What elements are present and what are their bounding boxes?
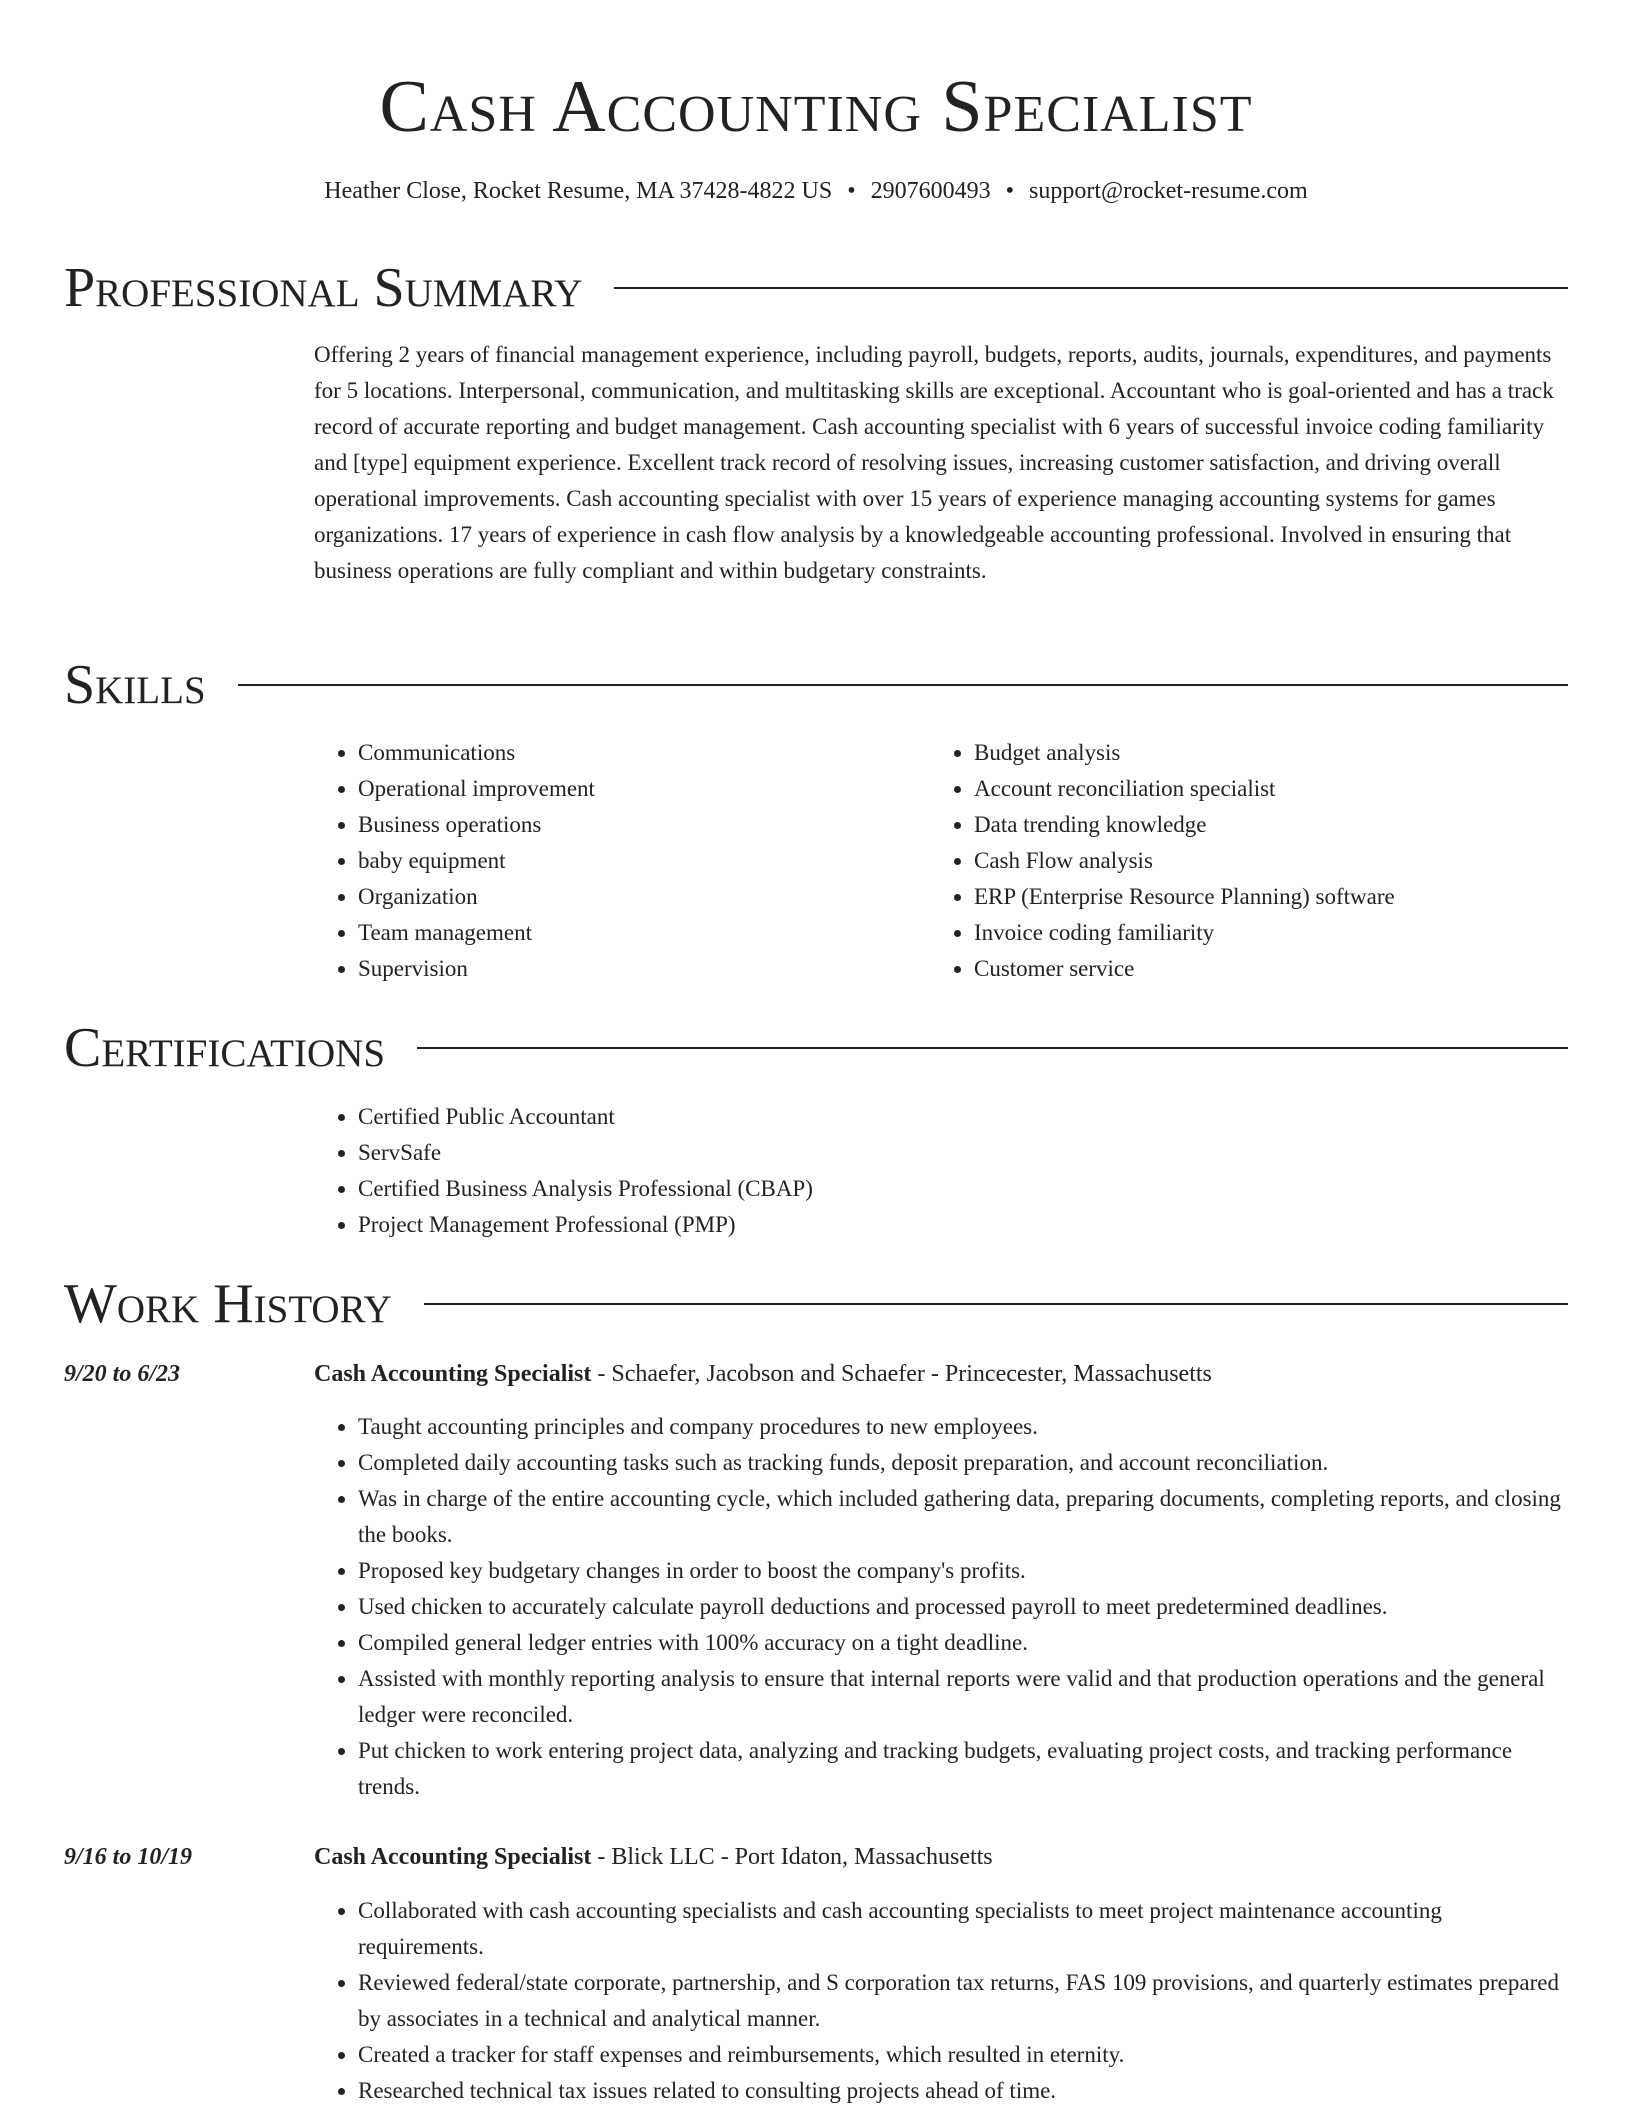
certifications-heading: Certifications	[64, 1017, 386, 1079]
contact-line	[0, 176, 1632, 206]
job-bullets-block	[314, 1409, 1568, 1805]
skills-column-right	[930, 735, 1546, 987]
section-divider	[417, 1047, 1568, 1049]
skill-item: • ERP (Enterprise Resource Planning) software	[974, 879, 1546, 915]
section-divider	[614, 287, 1568, 289]
skill-item: • Invoice coding familiarity	[974, 915, 1546, 951]
job-employer: - Blick LLC - Port Idaton, Massachusetts	[591, 1844, 993, 1870]
job-bullet: • Reviewed federal/state corporate, partnership, and S corporation tax returns, FAS 109 provisions, and quarterly estimates prepared by associates in a technical and analytical manner.	[358, 1965, 1568, 2037]
job-bullet: • Assisted with monthly reporting analysis to ensure that internal reports were valid and that production operations and the general ledger were reconciled.	[358, 1661, 1568, 1733]
job-dates: 9/16 to 10/19	[64, 1844, 193, 1870]
skill-item: • Communications	[358, 735, 930, 771]
job-bullet: • Created a tracker for staff expenses and reimbursements, which resulted in eternity.	[358, 2037, 1568, 2073]
skill-item: • baby equipment	[358, 843, 930, 879]
skills-list-left	[314, 735, 930, 987]
job-title-line	[314, 1839, 1568, 1875]
contact-phone: 2907600493	[870, 178, 991, 204]
certification-item: • Certified Public Accountant	[358, 1099, 1568, 1135]
job-bullets	[314, 1893, 1568, 2109]
work-history-heading: Work History	[64, 1273, 392, 1335]
contact-address: Heather Close, Rocket Resume, MA 37428-4822 US	[324, 178, 833, 204]
job-bullet: • Used chicken to accurately calculate payroll deductions and processed payroll to meet predetermined deadlines.	[358, 1589, 1568, 1625]
work-history-section-header	[64, 1274, 1568, 1334]
skill-item: • Supervision	[358, 951, 930, 987]
skills-columns	[314, 735, 1568, 987]
skill-item: • Cash Flow analysis	[974, 843, 1546, 879]
section-divider	[238, 684, 1568, 686]
summary-section-header	[64, 258, 1568, 318]
contact-email: support@rocket-resume.com	[1029, 178, 1308, 204]
skill-item: • Data trending knowledge	[974, 807, 1546, 843]
job-title: Cash Accounting Specialist	[314, 1844, 592, 1870]
job-bullet: • Completed daily accounting tasks such as tracking funds, deposit preparation, and account reconciliation.	[358, 1445, 1568, 1481]
contact-separator: •	[1005, 178, 1015, 204]
resume-title: Cash Accounting Specialist	[379, 66, 1253, 148]
summary-text: Offering 2 years of financial management experience, including payroll, budgets, reports, audits, journals, expenditures, and payments for 5 locations. Interpersonal, communication, and multitasking skills are exceptional. Accountant who is goal-oriented and has a track record of accurate reporting and budget management. Cash accounting specialist with 6 years of successful invoice coding familiarity and [type] equipment experience. Excellent track record of resolving issues, increasing customer satisfaction, and driving overall operational improvements. Cash accounting specialist with over 15 years of experience managing accounting systems for games organizations. 17 years of experience in cash flow analysis by a knowledgeable accounting professional. Involved in ensuring that business operations are fully compliant and within budgetary constraints.	[314, 342, 1554, 583]
job-bullets-block	[314, 1893, 1568, 2109]
job-bullet: • Taught accounting principles and company procedures to new employees.	[358, 1409, 1568, 1445]
skills-list-right	[930, 735, 1546, 987]
certification-item: • ServSafe	[358, 1135, 1568, 1171]
job-bullet: • Put chicken to work entering project data, analyzing and tracking budgets, evaluating project costs, and tracking performance trends.	[358, 1733, 1568, 1805]
job-bullet: • Was in charge of the entire accounting cycle, which included gathering data, preparing documents, completing reports, and closing the books.	[358, 1481, 1568, 1553]
skill-item: • Account reconciliation specialist	[974, 771, 1546, 807]
job-bullets	[314, 1409, 1568, 1805]
skill-item: • Customer service	[974, 951, 1546, 987]
certifications-block	[314, 1099, 1568, 1243]
skill-item: • Budget analysis	[974, 735, 1546, 771]
summary-heading: Professional Summary	[64, 257, 583, 319]
certifications-section-header	[64, 1018, 1568, 1078]
section-divider	[424, 1303, 1568, 1305]
certifications-list	[314, 1099, 1568, 1243]
job-employer: - Schaefer, Jacobson and Schaefer - Princecester, Massachusetts	[591, 1361, 1212, 1387]
certification-item: • Project Management Professional (PMP)	[358, 1207, 1568, 1243]
job-bullet: • Researched technical tax issues related to consulting projects ahead of time.	[358, 2073, 1568, 2109]
skills-column-left	[314, 735, 930, 987]
skills-section-header	[64, 655, 1568, 715]
skill-item: • Business operations	[358, 807, 930, 843]
skill-item: • Organization	[358, 879, 930, 915]
certification-item: • Certified Business Analysis Professional (CBAP)	[358, 1171, 1568, 1207]
skill-item: • Operational improvement	[358, 771, 930, 807]
contact-separator: •	[847, 178, 856, 204]
job-bullet: • Collaborated with cash accounting specialists and cash accounting specialists to meet project maintenance accounting requirements.	[358, 1893, 1568, 1965]
job-title-line	[314, 1356, 1568, 1392]
job-bullet: • Compiled general ledger entries with 100% accuracy on a tight deadline.	[358, 1625, 1568, 1661]
skill-item: • Team management	[358, 915, 930, 951]
job-title: Cash Accounting Specialist	[314, 1361, 592, 1387]
job-bullet: • Proposed key budgetary changes in order to boost the company's profits.	[358, 1553, 1568, 1589]
job-dates: 9/20 to 6/23	[64, 1361, 181, 1387]
skills-heading: Skills	[64, 654, 206, 716]
